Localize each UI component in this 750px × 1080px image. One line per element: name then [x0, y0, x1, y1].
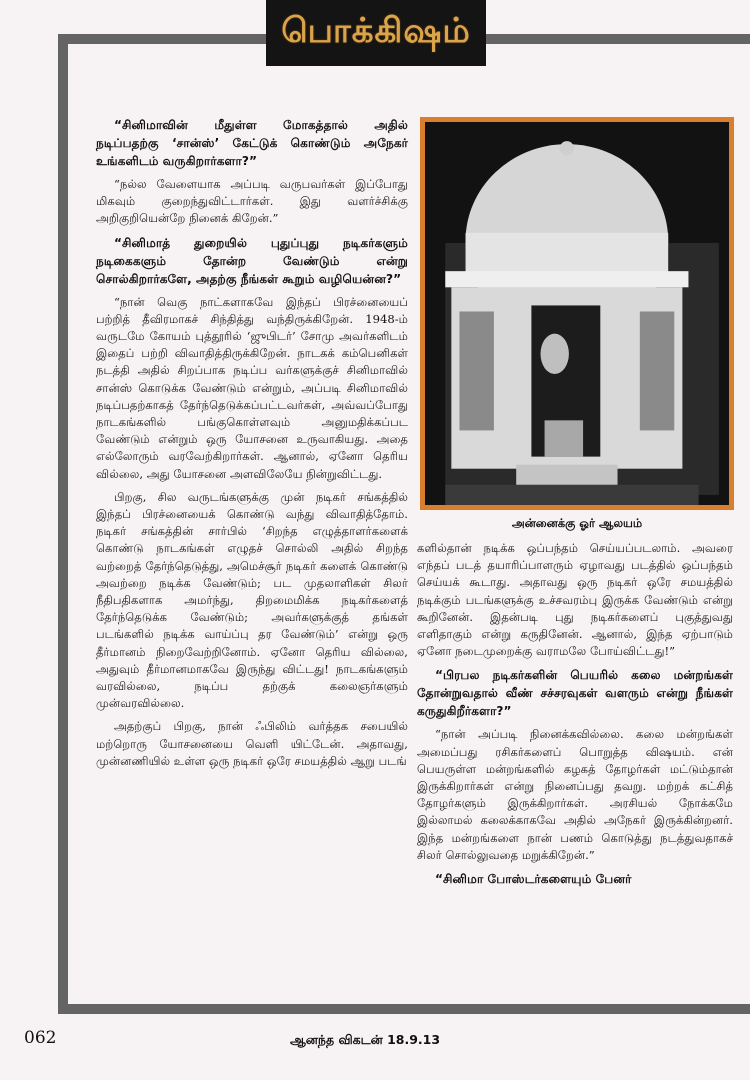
frame-top-left: [58, 34, 266, 44]
interview-answer: “நான் அப்படி நினைக்கவில்லை. கலை மன்றங்கள் அமைப்பது ரசிகர்களைப் பொறுத்த விஷயம். என் பெயருள்ள மன்றங்களில் கழகத் தோழர்கள் மட்டும்தான் இருக்கிறார்கள் என்று நினைப்பது தவறு. மற்றக் கட்சித் தோழர்களும் இருக்கிறார்கள். அரசியல் நோக்கமே இல்லாமல் கலைக்காகவே அதில் அநேகர் இருக்கின்றனர். இந்த மன்றங்களை நான் பணம் கொடுத்து நடத்துவதாகச் சிலர் சொல்லுவதை மறுக்கிறேன்.”: [417, 727, 733, 862]
left-column: [96, 116, 408, 776]
page-number: 062: [24, 1028, 57, 1048]
temple-image: [425, 122, 729, 505]
interview-question: “சினிமாவின் மீதுள்ள மோகத்தால் அதில் நடிப்பதற்கு ‘சான்ஸ்’ கேட்டுக் கொண்டும் அநேகர் உங்களிடம் வருகிறார்களா?”: [96, 118, 408, 168]
frame-left: [58, 34, 68, 1014]
interview-question: “பிரபல நடிகர்களின் பெயரில் கலை மன்றங்கள் தோன்றுவதால் வீண் சச்சரவுகள் வளரும் என்று நீங்கள் கருதுகிறீர்களா?”: [417, 668, 733, 719]
right-column: [417, 540, 733, 894]
photo-caption: அன்னைக்கு ஓர் ஆலயம்: [511, 516, 643, 530]
interview-question: “சினிமாத் துறையில் புதுப்புது நடிகர்களும் நடிகைகளும் தோன்ற வேண்டும் என்று சொல்கிறார்களே, அதற்கு நீங்கள் கூறும் வழியென்ன?”: [96, 235, 408, 286]
frame-top-right: [486, 34, 750, 44]
frame-bottom: [58, 1004, 750, 1014]
interview-answer: அதற்குப் பிறகு, நான் ஃபிலிம் வர்த்தக சபையில் மற்றொரு யோசனையை வெளி யிட்டேன். அதாவது, முன்னணியில் உள்ள ஒரு நடிகர் ஒரே சமயத்தில் ஆறு படங்: [96, 719, 408, 768]
interview-question: “சினிமா போஸ்டர்களையும் பேனர்: [435, 872, 632, 887]
interview-answer: களில்தான் நடிக்க ஒப்பந்தம் செய்யப்படலாம். அவரை எந்தப் படத் தயாரிப்பாளரும் ஏழாவது படத்தில் ஒப்பந்தம் செய்யக் கூடாது. அதாவது ஒரு நடிகர் ஒரே சமயத்தில் நடிக்கும் படங்களுக்கு உச்சவரம்பு இருக்க வேண்டும் என்று கூறினேன். இதன்படி புது நடிகர்களைப் புகுத்துவது எளிதாகும் என்று கருதினேன். ஆனால், இந்த ஏற்பாடும் ஏனோ நடைமுறைக்கு வராமலே போய்விட்டது!”: [417, 541, 733, 659]
interview-answer: “நல்ல வேளையாக அப்படி வருபவர்கள் இப்போது மிகவும் குறைந்துவிட்டார்கள். இது வளர்ச்சிக்கு அறிகுறியென்றே நினைக் கிறேன்.”: [96, 177, 408, 226]
interview-answer: “நான் வெகு நாட்களாகவே இந்தப் பிரச்னையைப் பற்றித் தீவிரமாகச் சிந்தித்து வந்திருக்கிறேன். 1948-ம் வருடமே கோயம் புத்தூரில் ‘ஜுபிடர்’ சோமு அவர்களிடம் இதைப் பற்றி விவாதித்திருக்கிறேன். நாடகக் கம்பெனிகள் நடத்தி அதில் சிறப்பாக நடிப்ப வர்களுக்குச் சினிமாவில் சான்ஸ் கொடுக்க வேண்டும் என்றும், அப்படி சினிமாவில் நடிப்பதற்காகத் தேர்ந்தெடுக்கப்பட்டவர்கள், அவ்வப்போது நாடகங்களில் பங்குகொள்ளவும் அனுமதிக்கப்பட வேண்டும் என்றும் ஒரு யோசனை உருவாகியது. அதை எல்லோரும் வரவேற்கிறார்கள். ஆனால், ஏனோ தெரிய வில்லை, அது யோசனை அளவிலேயே நின்றுவிட்டது.: [96, 294, 408, 481]
magazine-issue: ஆனந்த விகடன் 18.9.13: [290, 1032, 441, 1047]
section-title: பொக்கிஷம்: [281, 11, 471, 51]
section-banner: [266, 0, 486, 66]
interview-answer: பிறகு, சில வருடங்களுக்கு முன் நடிகர் சங்கத்தில் இந்தப் பிரச்னையைக் கொண்டு வந்து விவாதித்தோம். நடிகர் சங்கத்தின் சார்பில் ‘சிறந்த எழுத்தாளர்களைக் கொண்டு நாடகங்கள் எழுதச் சொல்லி அதில் சிறந்த வற்றைத் தேர்ந்தெடுத்து, அமெச்சூர் நடிகர் களைக் கொண்டு அவற்றை நடிக்க வேண்டும்; பட முதலாளிகள் சிலர் நீதிபதிகளாக அமர்ந்து, திறமைமிக்க நடிகர்களைத் தேர்ந்தெடுக்க வேண்டும்; அவர்களுக்குத் தங்கள் படங்களில் நடிக்க வாய்ப்பு தர வேண்டும்’ என்று ஒரு தீர்மானம் நிறைவேற்றினோம். ஏனோ தெரிய வில்லை, அதுவும் தீர்மானமாகவே இருந்து விட்டது! நாடகங்களும் வரவில்லை, நடிப்ப தற்குக் கலைஞர்களும் முன்வரவில்லை.: [96, 489, 408, 711]
temple-photo: [420, 117, 734, 510]
